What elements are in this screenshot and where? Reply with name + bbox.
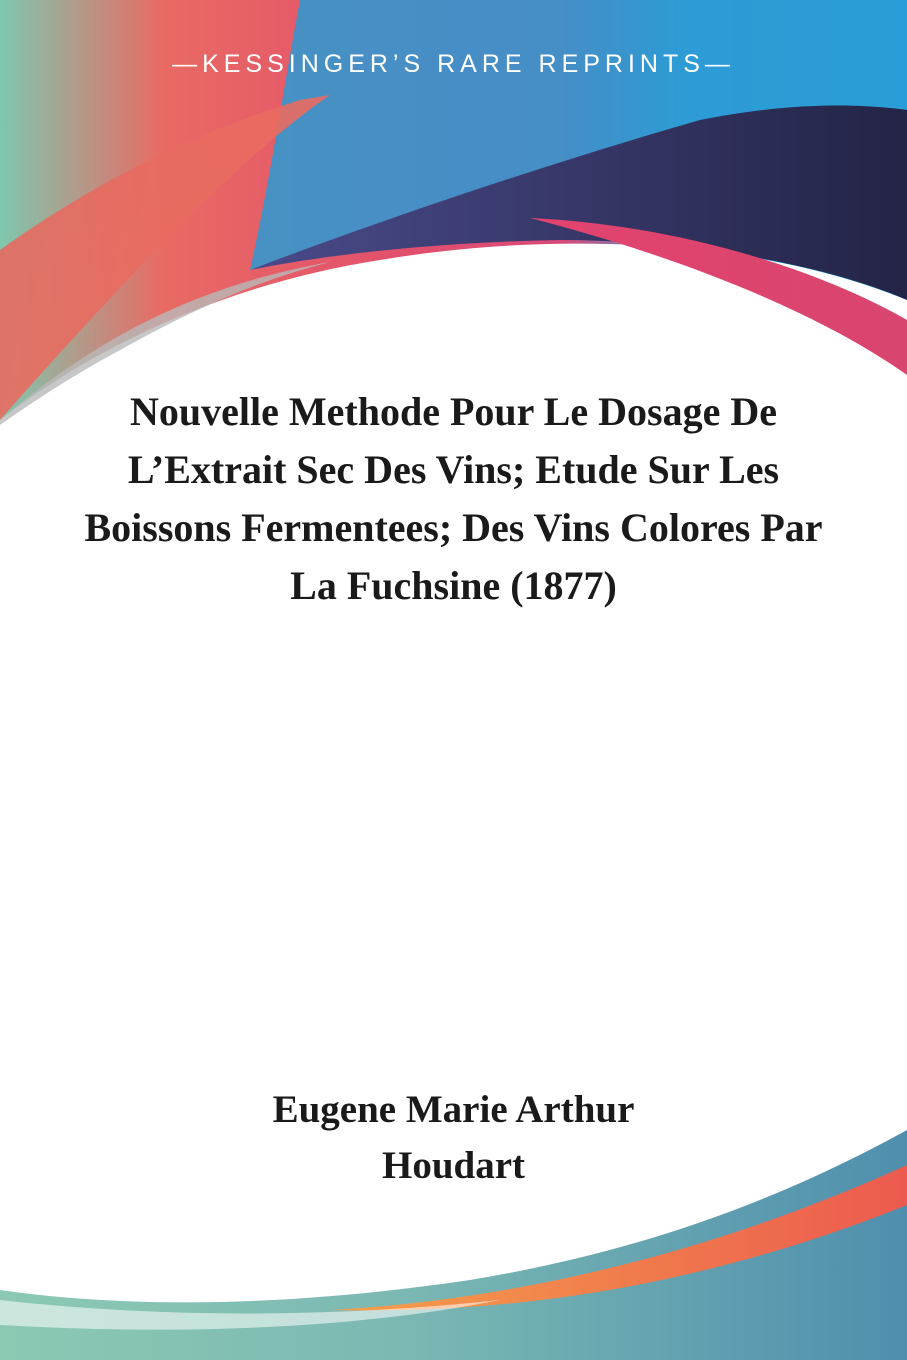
book-title: Nouvelle Methode Pour Le Dosage De L’Extrait Sec Des Vins; Etude Sur Les Boissons Fermentees; Des Vins Colores Par La Fuchsine (1877) xyxy=(84,389,823,608)
book-author xyxy=(60,1082,847,1194)
author-line-2: Houdart xyxy=(381,1144,525,1187)
author-line-1: Eugene Marie Arthur xyxy=(272,1088,635,1131)
series-banner: —KESSINGER’S RARE REPRINTS— xyxy=(172,50,735,78)
